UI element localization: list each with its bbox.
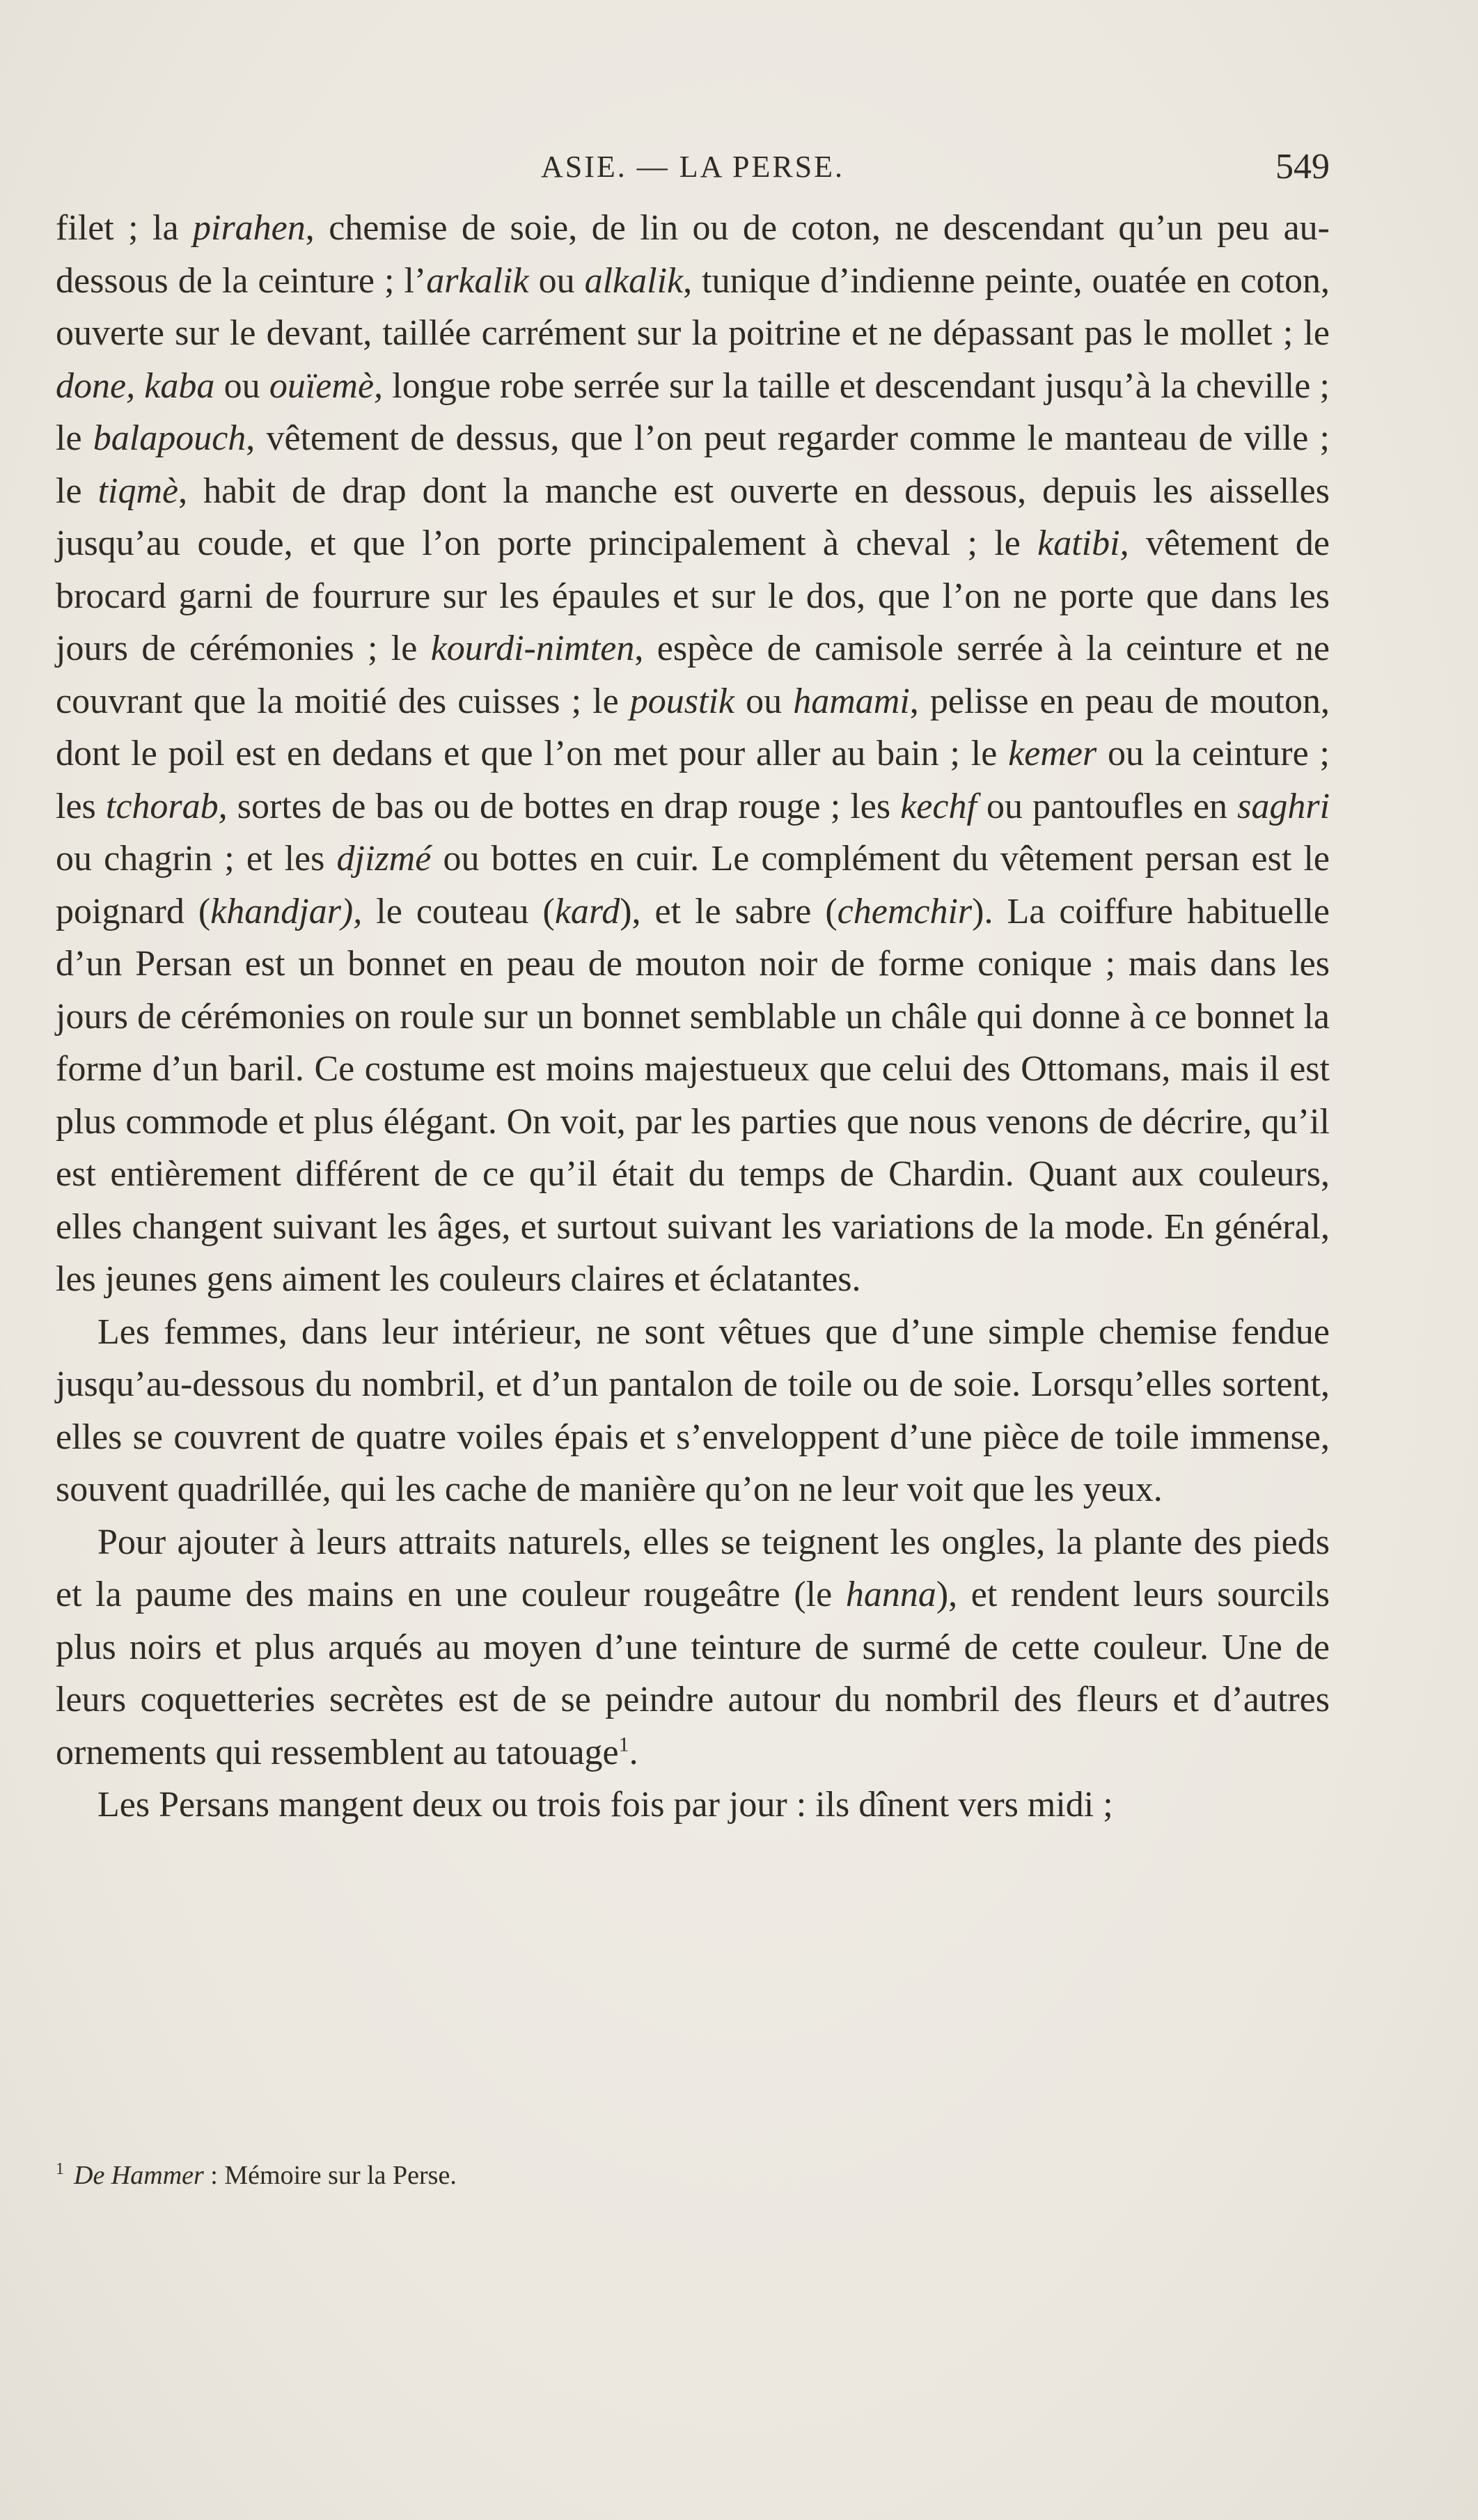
- term-arkalik: arkalik: [426, 260, 529, 301]
- text-run: sortes de bas ou de bottes en drap rouge ; les: [227, 786, 901, 826]
- footnote-separator: :: [203, 2161, 225, 2190]
- term-tiqme: tiqmè: [97, 471, 179, 511]
- term-balapouch: balapouch: [93, 418, 246, 458]
- text-run: , espèce de camisole serrée à la ceinture et ne couvrant que la moitié des cuisses ; le: [56, 629, 1330, 721]
- text-run: longue robe serrée sur la taille et descendant jusqu’à la cheville ; le: [56, 365, 1330, 458]
- text-run: , habit de drap dont la manche est ouverte en dessous, depuis les aisselles jusqu’au coude, et que l’on porte principalement à cheval ; le: [56, 471, 1330, 563]
- term-saghri: saghri: [1237, 786, 1330, 826]
- text-run: ou pantoufles en: [976, 786, 1238, 826]
- paragraph-ornaments: [56, 1516, 1330, 1779]
- term-katibi: katibi,: [1037, 523, 1129, 563]
- term-hamami: hamami: [793, 681, 910, 721]
- footnote-reference[interactable]: 1: [618, 1733, 629, 1756]
- text-run: ou chagrin ; et les: [56, 839, 337, 879]
- running-head: [56, 146, 1330, 195]
- footnote-text: Mémoire sur la Perse.: [224, 2161, 457, 2190]
- text-run: , vêtement de dessus, que l’on peut regarder comme le manteau de ville ; le: [56, 418, 1330, 511]
- footnote-author: De Hammer: [74, 2161, 204, 2190]
- term-kard: kard: [554, 891, 620, 931]
- text-run: , pelisse en peau de mouton, dont le poil est en dedans et que l’on met pour aller au bain ; le: [56, 681, 1330, 773]
- text-run: ou: [528, 260, 585, 301]
- term-ouieme: ouïemè,: [269, 365, 384, 406]
- running-title: ASIE. — LA PERSE.: [540, 150, 845, 184]
- term-khandjar: khandjar),: [210, 891, 363, 931]
- term-poustik: poustik: [629, 681, 735, 721]
- term-kechf: kechf: [900, 786, 977, 826]
- text-run: .: [629, 1732, 638, 1772]
- body-text: [56, 202, 1330, 1832]
- footnote: [56, 2158, 1330, 2193]
- text-run: vêtement de brocard garni de fourrure sur les épaules et sur le dos, que l’on ne porte que dans les jours de cérémonies ; le: [56, 523, 1330, 668]
- text-run: ), et rendent leurs sourcils plus noirs et plus arqués au moyen d’une teinture de surmé de cette couleur. Une de leurs coquetteries secrètes est de se peindre autour du nombril des fleurs et d’autres ornements qui ressemblent au tatouage: [56, 1575, 1330, 1772]
- text-run: ou la ceinture ; les: [56, 734, 1330, 826]
- footnote-mark: 1: [56, 2160, 64, 2179]
- term-pirahen: pirahen: [193, 208, 306, 248]
- paragraph-meals: Les Persans mangent deux ou trois fois par jour : ils dînent vers midi ;: [97, 1785, 1113, 1825]
- text-run: , chemise de soie, de lin ou de coton, ne descendant qu’un peu au-dessous de la ceinture ; l’: [56, 208, 1330, 301]
- text-run: le couteau (: [362, 891, 555, 931]
- term-alkalik: alkalik: [584, 260, 684, 301]
- term-kemer: kemer: [1008, 734, 1097, 773]
- term-hanna: hanna: [845, 1575, 936, 1614]
- term-kourdi-nimten: kourdi-nimten: [430, 629, 635, 668]
- text-run: ou bottes en cuir. Le complément du vêtement persan est le poignard (: [56, 839, 1330, 931]
- term-djizme: djizmé: [336, 839, 432, 879]
- text-run: ), et le sabre (: [620, 891, 838, 931]
- term-chemchir: chemchir: [837, 891, 973, 931]
- text-run: ou: [734, 681, 794, 721]
- term-tchorab: tchorab,: [105, 786, 228, 826]
- text-run: ). La coiffure habituelle d’un Persan est un bonnet en peau de mouton noir de forme conique ; mais dans les jours de cérémonies on roule sur un bonnet semblable un châle qui donne à ce bonnet la forme d’un baril. Ce costume est moins majestueux que celui des Ottomans, mais il est plus commode et plus élégant. On voit, par les parties que nous venons de décrire, qu’il est entièrement différent de ce qu’il était du temps de Chardin. Quant aux couleurs, elles changent suivant les âges, et surtout suivant les variations de la mode. En général, les jeunes gens aiment les couleurs claires et éclatantes.: [56, 891, 1330, 1299]
- term-done-kaba: done, kaba: [56, 365, 215, 406]
- text-run: Pour ajouter à leurs attraits naturels, elles se teignent les ongles, la plante des pieds et la paume des mains en une couleur rougeâtre (le: [56, 1522, 1330, 1614]
- page-number: 549: [1275, 147, 1330, 187]
- text-run: filet ; la: [56, 208, 193, 248]
- text-run: ou: [214, 365, 269, 406]
- paragraph-costume-men: [56, 202, 1330, 1306]
- paragraph-costume-women: Les femmes, dans leur intérieur, ne sont vêtues que d’une simple chemise fendue jusqu’au-dessous du nombril, et d’un pantalon de toile ou de soie. Lorsqu’elles sortent, elles se couvrent de quatre voiles épais et s’enveloppent d’une pièce de toile immense, souvent quadrillée, qui les cache de manière qu’on ne leur voit que les yeux.: [56, 1312, 1330, 1509]
- text-run: , tunique d’indienne peinte, ouatée en coton, ouverte sur le devant, taillée carrément sur la poitrine et ne dépassant pas le mollet ; le: [56, 260, 1330, 353]
